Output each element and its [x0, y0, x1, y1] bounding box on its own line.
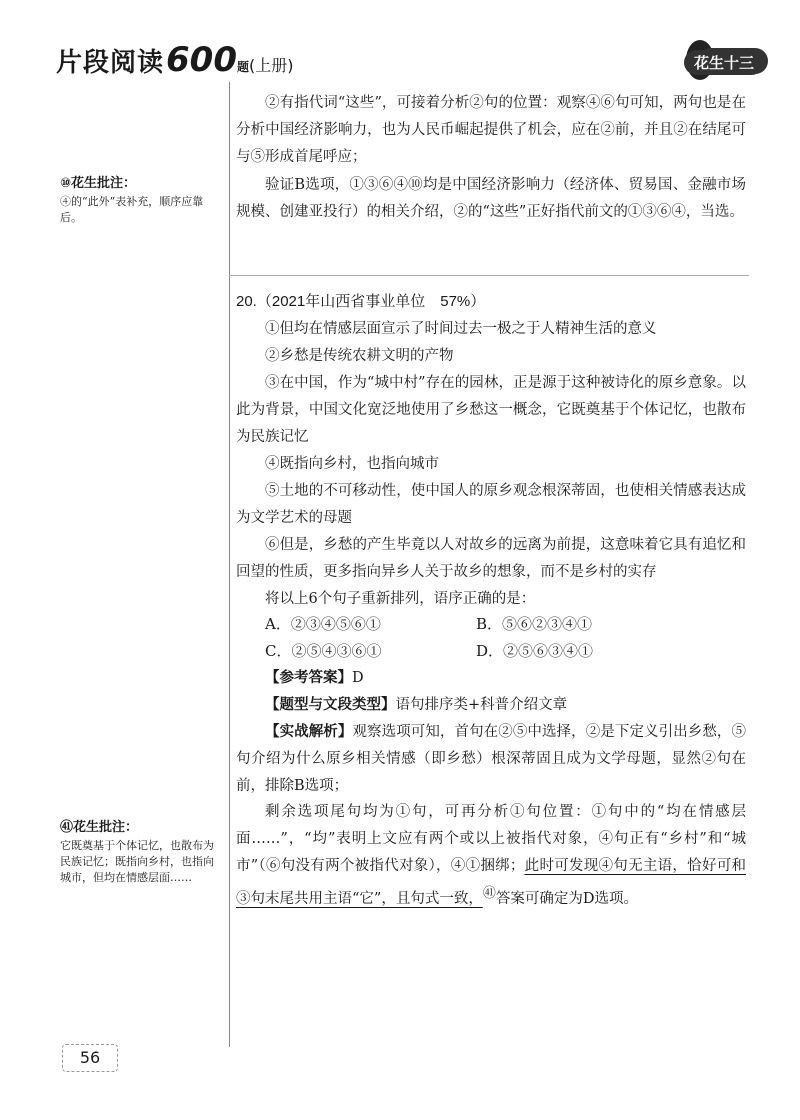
margin-note-2-title: ㊶花生批注： — [60, 820, 139, 835]
sentence-6: ⑥但是，乡愁的产生毕竟以人对故乡的远离为前提，这意味着它具有追忆和回望的性质，更多指向异乡人关于故乡的想象，而不是乡村的实存 — [236, 537, 746, 580]
margin-note-1 — [60, 176, 220, 226]
margin-note-1-body: ④的“此外”表补充，顺序应靠后。 — [60, 195, 204, 224]
option-b: B．⑤⑥②③④① — [476, 615, 593, 633]
type-label: 【题型与文段类型】 — [265, 696, 396, 713]
answer-label: 【参考答案】 — [265, 669, 352, 686]
option-c: C．②⑤④③⑥① — [265, 642, 382, 660]
margin-divider — [229, 82, 230, 1047]
sentence-1: ①但均在情感层面宣示了时间过去一极之于人精神生活的意义 — [265, 321, 657, 337]
analysis-text-2a: 剩余选项尾句均为①句，可再分析①句位置：①句中的“均在情感层面……”，“均”表明上文应有两个或以上被指代对象，④句正有“乡村”和“城市”（⑥句没有两个被指代对象），④①捆绑； — [236, 804, 746, 874]
analysis-label: 【实战解析】 — [265, 723, 353, 740]
sentence-2: ②乡愁是传统农耕文明的产物 — [265, 348, 454, 364]
sentence-3: ③在中国，作为“城中村”存在的园林，正是源于这种被诗化的原乡意象。以此为背景，中国文化宽泛地使用了乡愁这一概念，它既奠基于个体记忆，也散布为民族记忆 — [236, 375, 746, 445]
analysis-paragraph-2 — [236, 799, 746, 913]
title-number: 600 — [166, 40, 237, 80]
option-a: A．②③④⑤⑥① — [265, 615, 381, 633]
analysis-paragraph-1 — [236, 718, 746, 800]
analysis-underlined: 此时可发现④句无主语，恰好可和③句末尾共用主语“它”，且句式一致， — [236, 858, 746, 907]
sentence-4: ④既指向乡村，也指向城市 — [265, 456, 439, 472]
page-number: 56 — [62, 1044, 118, 1072]
book-title — [56, 40, 294, 80]
reference-answer — [236, 664, 746, 692]
analysis-text-1: 观察选项可知，首句在②⑤中选择，②是下定义引出乡愁，⑤句介绍为什么原乡相关情感（即乡愁）根深蒂固且成为文学母题，显然②句在前，排除B选项； — [236, 724, 746, 794]
analysis-text-2b: 答案可确定为D选项。 — [495, 890, 638, 907]
question-header: 20.（2021年山西省事业单位 57%） — [236, 293, 486, 310]
logo-text: 花生十三 — [684, 50, 764, 75]
margin-note-2 — [60, 820, 220, 886]
annotation-marker: ㊶ — [482, 886, 496, 901]
option-d: D．②⑤⑥③④① — [476, 642, 594, 660]
sentence-5: ⑤土地的不可移动性，使中国人的原乡观念根深蒂固，也使相关情感表达成为文学艺术的母题 — [236, 483, 746, 526]
question-type — [236, 691, 746, 719]
margin-note-2-body: 它既奠基于个体记忆，也散布为民族记忆；既指向乡村，也指向城市，但均在情感层面…… — [60, 839, 214, 884]
section-divider — [229, 275, 749, 276]
type-value: 语句排序类+科普介绍文章 — [395, 697, 568, 713]
continued-paragraph-1: ②有指代词“这些”，可接着分析②句的位置：观察④⑥句可知，两句也是在分析中国经济影响力，也为人民币崛起提供了机会，应在②前，并且②在结尾可与⑤形成首尾呼应； — [236, 95, 746, 165]
margin-note-1-title: ⑩花生批注： — [60, 176, 137, 191]
title-volume: (上册) — [249, 56, 294, 75]
title-prefix: 片段阅读 — [56, 48, 165, 78]
question-prompt: 将以上6个句子重新排列，语序正确的是： — [265, 591, 536, 607]
title-suffix: 题 — [237, 60, 250, 74]
answer-value: D — [352, 670, 364, 686]
continued-paragraph-2: 验证B选项，①③⑥④⑩均是中国经济影响力（经济体、贸易国、金融市场规模、创建亚投行）的相关介绍，②的“这些”正好指代前文的①③⑥④，当选。 — [236, 177, 746, 220]
